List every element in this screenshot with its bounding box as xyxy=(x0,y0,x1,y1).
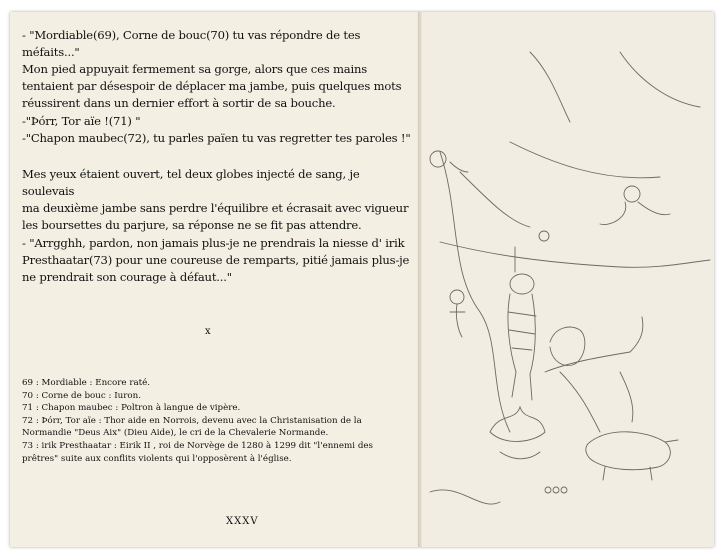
text-line: les boursettes du parjure, sa réponse ne se fit pas attendre. xyxy=(22,218,362,232)
text-line: -"Þórr, Tor aïe !(71) " xyxy=(22,114,141,128)
text-line: Mon pied appuyait fermement sa gorge, alors que ces mains xyxy=(22,62,368,76)
footnote: 69 : Mordiable : Encore raté. xyxy=(22,378,151,388)
pencil-sketch-illustration xyxy=(420,12,714,547)
footnote: Normandie "Deus Aix" (Dieu Aide), le cri de la Chevalerie Normande. xyxy=(22,428,329,439)
text-line: -"Chapon maubec(72), tu parles païen tu vas regretter tes paroles !" xyxy=(22,131,411,145)
text-line: Mes yeux étaient ouvert, tel deux globes injecté de sang, je soulevais xyxy=(22,167,360,198)
narration-block xyxy=(22,166,414,234)
dialogue-block-1 xyxy=(22,27,414,112)
text-line: - "Arrgghh, pardon, non jamais plus-je ne prendrais la niesse d' irik xyxy=(22,236,405,250)
dialogue-block-3 xyxy=(22,235,414,286)
text-line: Presthaatar(73) pour une coureuse de remparts, pitié jamais plus-je xyxy=(22,253,410,267)
footnotes xyxy=(22,377,414,465)
footnote: 71 : Chapon maubec : Poltron à langue de vipère. xyxy=(22,403,241,414)
footnote: prêtres" suite aux conflits violents qui l'opposèrent à l'église. xyxy=(22,453,292,464)
footnote: 70 : Corne de bouc : Iuron. xyxy=(22,390,141,401)
footnote: 73 : irik Presthaatar : Eirik II , roi de Norvège de 1280 à 1299 dit "l'ennemi des xyxy=(22,440,373,451)
dialogue-block-2 xyxy=(22,113,414,147)
footnote: 72 : Þórr, Tor aïe : Thor aide en Norrois, devenu avec la Christanisation de la xyxy=(22,415,362,426)
section-separator: x xyxy=(205,326,211,337)
text-line: tentaient par désespoir de déplacer ma jambe, puis quelques mots xyxy=(22,79,402,93)
text-line: réussirent dans un dernier effort à sortir de sa bouche. xyxy=(22,96,336,110)
text-line: ma deuxième jambe sans perdre l'équilibre et écrasait avec vigueur xyxy=(22,201,409,215)
text-line: - "Mordiable(69), Corne de bouc(70) tu vas répondre de tes méfaits..." xyxy=(22,28,361,59)
page-number: XXXV xyxy=(226,516,259,527)
text-line: ne prendrait son courage à défaut..." xyxy=(22,270,232,284)
